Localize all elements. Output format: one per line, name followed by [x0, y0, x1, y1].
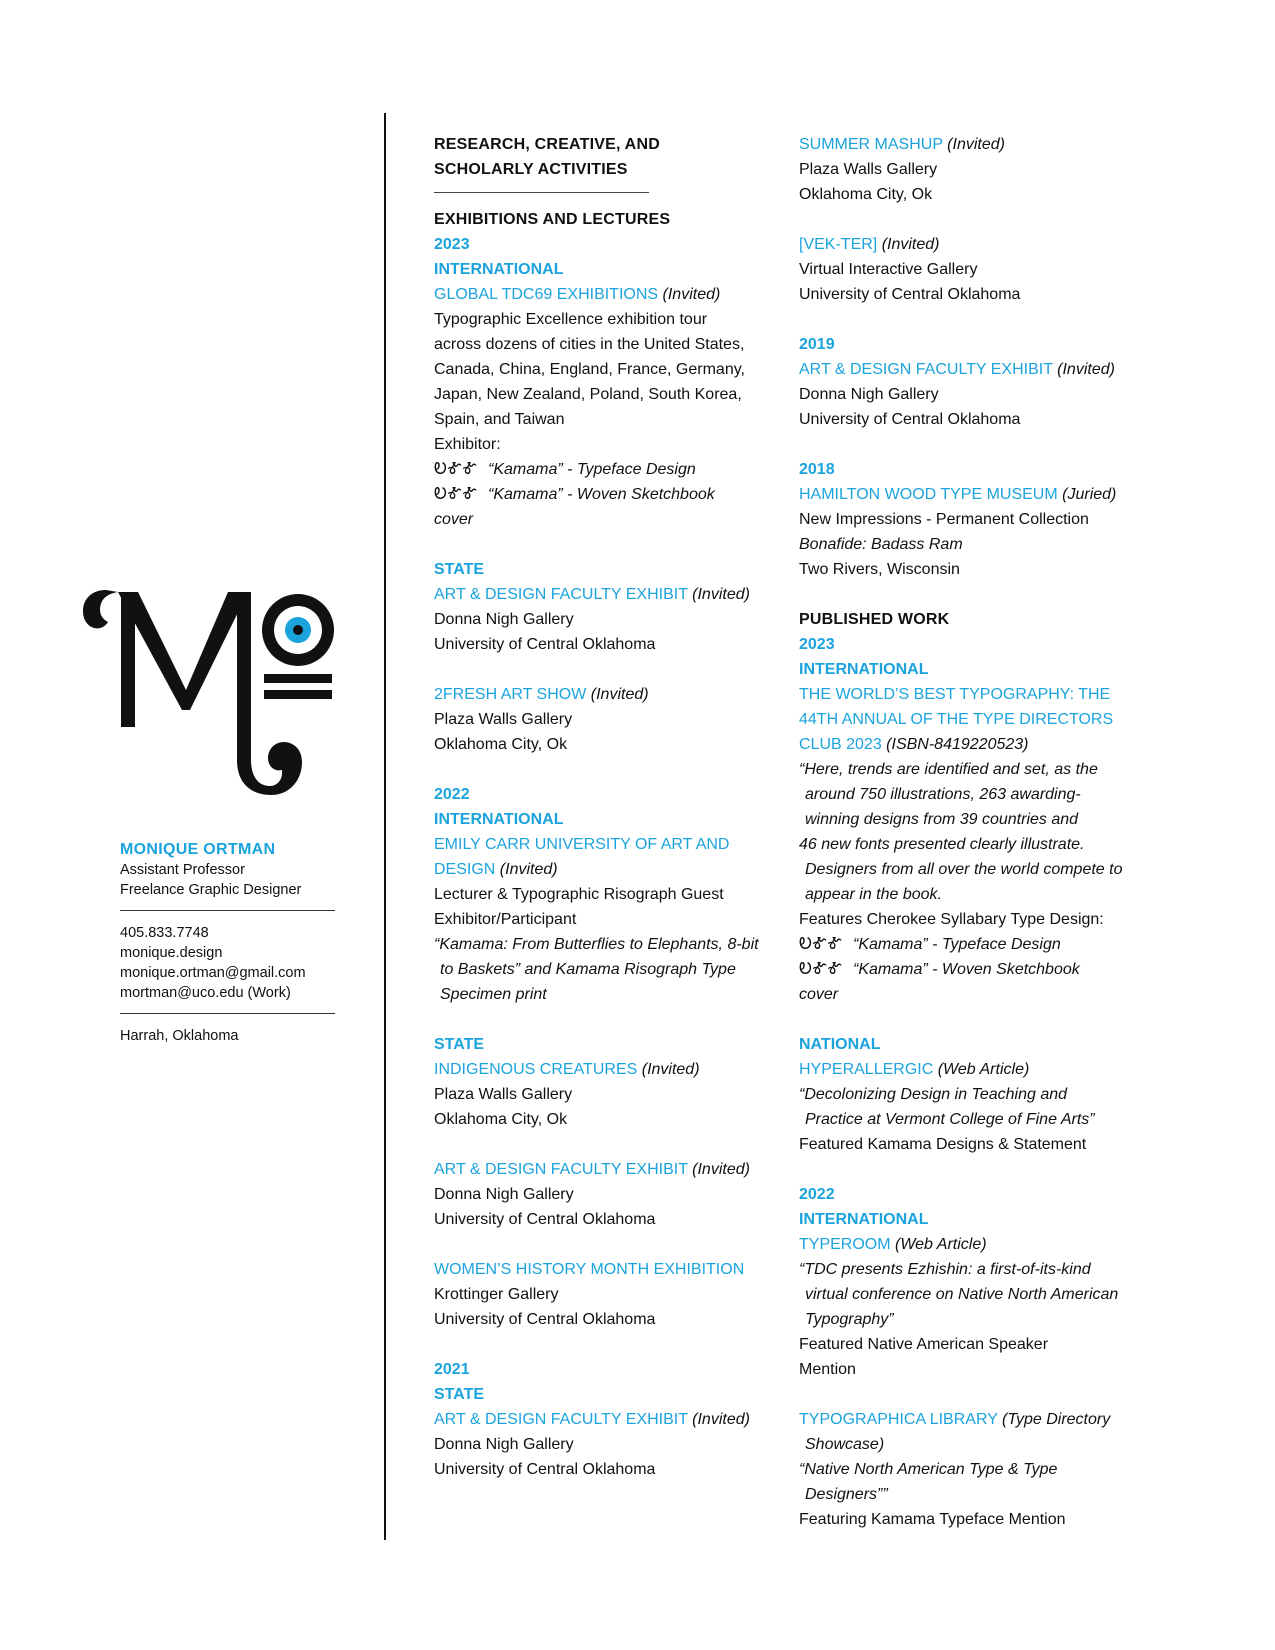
entry-title: TYPEROOM (Web Article): [799, 1236, 987, 1253]
entry-quote: “Decolonizing Design in Teaching and: [799, 1086, 1068, 1103]
entry-quote: Designers from all over the world compete to: [805, 861, 1123, 878]
subsection-heading: EXHIBITIONS AND LECTURES: [434, 211, 671, 228]
entry-quote: 46 new fonts presented clearly illustrate.: [799, 836, 1085, 853]
profile-name: MONIQUE ORTMAN: [120, 841, 276, 858]
entry-quote: Typography”: [805, 1311, 894, 1328]
entry-title: ART & DESIGN FACULTY EXHIBIT (Invited): [434, 1161, 750, 1178]
entry-bullet: ᎧᎹᎹ “Kamama” - Typeface Design: [434, 457, 769, 482]
scope-label: STATE: [434, 1036, 485, 1053]
entry-line: Japan, New Zealand, Poland, South Korea,: [434, 386, 742, 403]
entry-quote: “Here, trends are identified and set, as the: [799, 761, 1098, 778]
entry-line: cover: [434, 511, 474, 528]
entry-line: Mention: [799, 1361, 856, 1378]
entry-line: Krottinger Gallery: [434, 1286, 559, 1303]
divider: [434, 192, 649, 193]
entry-line: Two Rivers, Wisconsin: [799, 561, 960, 578]
entry-line: Lecturer & Typographic Risograph Guest: [434, 886, 724, 903]
entry-line: Featured Native American Speaker: [799, 1336, 1049, 1353]
entry-title: DESIGN (Invited): [434, 861, 558, 878]
email-link[interactable]: monique.ortman@gmail.com: [120, 965, 306, 981]
profile-title: Freelance Graphic Designer: [120, 882, 302, 898]
entry-line: Exhibitor:: [434, 436, 501, 453]
syllabary-icon: ᎧᎹᎹ: [434, 461, 478, 478]
entry-title: WOMEN’S HISTORY MONTH EXHIBITION: [434, 1261, 745, 1278]
entry-line: Donna Nigh Gallery: [434, 1436, 574, 1453]
monogram-logo: [78, 590, 340, 800]
entry-quote: around 750 illustrations, 263 awarding-: [805, 786, 1081, 803]
entry-title: EMILY CARR UNIVERSITY OF ART AND: [434, 836, 730, 853]
entry-line: University of Central Oklahoma: [434, 1211, 656, 1228]
entry-line: cover: [799, 986, 839, 1003]
year-label: 2022: [799, 1186, 835, 1203]
scope-label: NATIONAL: [799, 1036, 881, 1053]
year-label: 2022: [434, 786, 470, 803]
entry-title: ART & DESIGN FACULTY EXHIBIT (Invited): [434, 586, 750, 603]
scope-label: STATE: [434, 1386, 485, 1403]
entry-line: Plaza Walls Gallery: [434, 711, 573, 728]
entry-bullet: ᎧᎹᎹ “Kamama” - Woven Sketchbook: [799, 957, 1134, 982]
entry-quote: virtual conference on Native North American: [805, 1286, 1119, 1303]
entry-line: University of Central Oklahoma: [799, 411, 1021, 428]
entry-line: Spain, and Taiwan: [434, 411, 565, 428]
entry-line: Features Cherokee Syllabary Type Design:: [799, 911, 1104, 928]
entry-quote: appear in the book.: [805, 886, 942, 903]
entry-title: ART & DESIGN FACULTY EXHIBIT (Invited): [434, 1411, 750, 1428]
entry-line: Showcase): [805, 1436, 885, 1453]
profile-title: Assistant Professor: [120, 862, 245, 878]
entry-quote: “Native North American Type & Type: [799, 1461, 1058, 1478]
entry-line: Bonafide: Badass Ram: [799, 536, 963, 553]
entry-line: Donna Nigh Gallery: [799, 386, 939, 403]
entry-line: Exhibitor/Participant: [434, 911, 577, 928]
divider: [120, 910, 335, 911]
entry-title: HAMILTON WOOD TYPE MUSEUM (Juried): [799, 486, 1117, 503]
entry-title: CLUB 2023 (ISBN-8419220523): [799, 736, 1029, 753]
scope-label: INTERNATIONAL: [434, 811, 564, 828]
year-label: 2023: [799, 636, 835, 653]
section-heading: SCHOLARLY ACTIVITIES: [434, 161, 628, 178]
entry-quote: “TDC presents Ezhishin: a first-of-its-kind: [799, 1261, 1091, 1278]
entry-line: New Impressions - Permanent Collection: [799, 511, 1089, 528]
entry-line: Typographic Excellence exhibition tour: [434, 311, 708, 328]
entry-title: 44TH ANNUAL OF THE TYPE DIRECTORS: [799, 711, 1114, 728]
entry-title: GLOBAL TDC69 EXHIBITIONS (Invited): [434, 286, 721, 303]
entry-line: across dozens of cities in the United States,: [434, 336, 745, 353]
entry-quote: Designers””: [805, 1486, 888, 1503]
year-label: 2018: [799, 461, 835, 478]
scope-label: INTERNATIONAL: [799, 1211, 929, 1228]
entry-line: Oklahoma City, Ok: [799, 186, 933, 203]
divider: [120, 1013, 335, 1014]
entry-line: Donna Nigh Gallery: [434, 611, 574, 628]
entry-line: Featured Kamama Designs & Statement: [799, 1136, 1087, 1153]
year-label: 2023: [434, 236, 470, 253]
entry-line: Featuring Kamama Typeface Mention: [799, 1511, 1066, 1528]
entry-line: University of Central Oklahoma: [434, 1311, 656, 1328]
year-label: 2021: [434, 1361, 470, 1378]
entry-quote: winning designs from 39 countries and: [805, 811, 1079, 828]
section-heading: RESEARCH, CREATIVE, AND: [434, 136, 660, 153]
entry-line: University of Central Oklahoma: [434, 636, 656, 653]
entry-title: TYPOGRAPHICA LIBRARY (Type Directory: [799, 1411, 1111, 1428]
entry-title: ART & DESIGN FACULTY EXHIBIT (Invited): [799, 361, 1115, 378]
email-link[interactable]: mortman@uco.edu (Work): [120, 985, 291, 1001]
syllabary-icon: ᎧᎹᎹ: [799, 961, 843, 978]
entry-line: Donna Nigh Gallery: [434, 1186, 574, 1203]
entry-title: INDIGENOUS CREATURES (Invited): [434, 1061, 700, 1078]
entry-title: [VEK-TER] (Invited): [799, 236, 940, 253]
entry-line: Virtual Interactive Gallery: [799, 261, 978, 278]
entry-line: Canada, China, England, France, Germany,: [434, 361, 745, 378]
scope-label: STATE: [434, 561, 485, 578]
entry-bullet: ᎧᎹᎹ “Kamama” - Woven Sketchbook: [434, 482, 769, 507]
entry-bullet: ᎧᎹᎹ “Kamama” - Typeface Design: [799, 932, 1134, 957]
entry-title: SUMMER MASHUP (Invited): [799, 136, 1005, 153]
scope-label: INTERNATIONAL: [799, 661, 929, 678]
entry-title: 2FRESH ART SHOW (Invited): [434, 686, 649, 703]
entry-quote: Specimen print: [440, 986, 547, 1003]
website-link[interactable]: monique.design: [120, 945, 223, 961]
entry-line: Plaza Walls Gallery: [799, 161, 938, 178]
subsection-heading: PUBLISHED WORK: [799, 611, 950, 628]
entry-line: University of Central Oklahoma: [799, 286, 1021, 303]
entry-quote: Practice at Vermont College of Fine Arts”: [805, 1111, 1095, 1128]
entry-line: Oklahoma City, Ok: [434, 1111, 568, 1128]
column-exhibitions: [434, 132, 769, 1482]
entry-title: HYPERALLERGIC (Web Article): [799, 1061, 1030, 1078]
column-published: [799, 132, 1134, 1532]
entry-line: Plaza Walls Gallery: [434, 1086, 573, 1103]
scope-label: INTERNATIONAL: [434, 261, 564, 278]
entry-quote: to Baskets” and Kamama Risograph Type: [440, 961, 736, 978]
vertical-divider: [384, 113, 386, 1540]
year-label: 2019: [799, 336, 835, 353]
phone: 405.833.7748: [120, 925, 209, 941]
entry-line: University of Central Oklahoma: [434, 1461, 656, 1478]
entry-line: Oklahoma City, Ok: [434, 736, 568, 753]
syllabary-icon: ᎧᎹᎹ: [799, 936, 843, 953]
syllabary-icon: ᎧᎹᎹ: [434, 486, 478, 503]
entry-quote: “Kamama: From Butterflies to Elephants, 8-bit: [434, 936, 759, 953]
location: Harrah, Oklahoma: [120, 1028, 239, 1044]
entry-title: THE WORLD’S BEST TYPOGRAPHY: THE: [799, 686, 1111, 703]
contact-block: [120, 840, 335, 1046]
